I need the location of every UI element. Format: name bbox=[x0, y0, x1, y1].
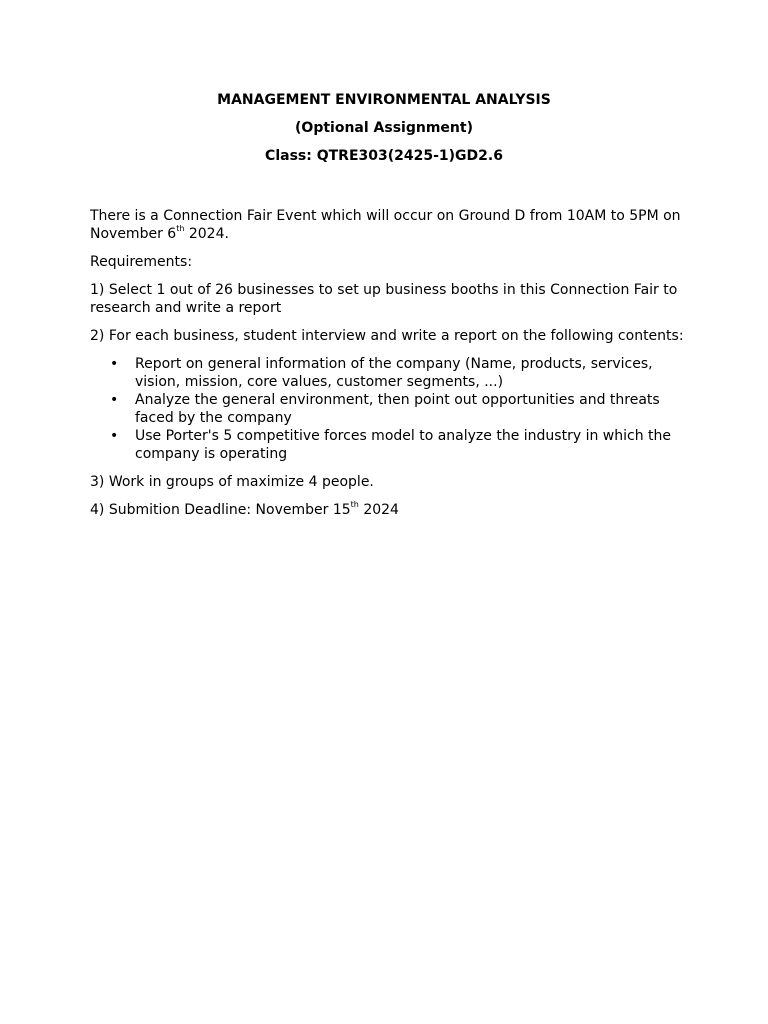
intro-tail: 2024. bbox=[184, 226, 229, 242]
deadline-text: 4) Submition Deadline: November 15 bbox=[90, 502, 351, 518]
list-item bbox=[90, 391, 690, 427]
document-title: MANAGEMENT ENVIRONMENTAL ANALYSIS bbox=[217, 92, 551, 108]
list-item bbox=[90, 427, 690, 463]
requirement-4 bbox=[90, 501, 690, 519]
requirement-2: 2) For each business, student interview and write a report on the following contents: bbox=[90, 328, 684, 344]
list-item-text: Report on general information of the company (Name, products, services, vision, mission, core values, customer segments, ...) bbox=[135, 356, 653, 390]
list-item-text: Use Porter's 5 competitive forces model to analyze the industry in which the company is operating bbox=[135, 428, 671, 462]
deadline-superscript: th bbox=[350, 500, 359, 510]
requirement-3: 3) Work in groups of maximize 4 people. bbox=[90, 474, 374, 490]
list-item bbox=[90, 355, 690, 391]
content-bullet-list bbox=[90, 355, 690, 463]
list-item-text: Analyze the general environment, then point out opportunities and threats faced by the company bbox=[135, 392, 660, 426]
intro-superscript: th bbox=[176, 224, 185, 234]
bullet-icon: • bbox=[110, 356, 119, 372]
deadline-tail: 2024 bbox=[358, 502, 399, 518]
bullet-icon: • bbox=[110, 392, 119, 408]
class-line: Class: QTRE303(2425-1)GD2.6 bbox=[265, 148, 503, 164]
intro-paragraph bbox=[90, 207, 690, 243]
document-content bbox=[90, 91, 690, 529]
bullet-icon: • bbox=[110, 428, 119, 444]
title-block bbox=[90, 91, 690, 165]
document-subtitle: (Optional Assignment) bbox=[295, 120, 473, 136]
requirements-label: Requirements: bbox=[90, 254, 193, 270]
intro-text: There is a Connection Fair Event which will occur on Ground D from 10AM to 5PM on November 6 bbox=[90, 208, 681, 242]
requirement-1: 1) Select 1 out of 26 businesses to set up business booths in this Connection Fair to research and write a report bbox=[90, 282, 678, 316]
